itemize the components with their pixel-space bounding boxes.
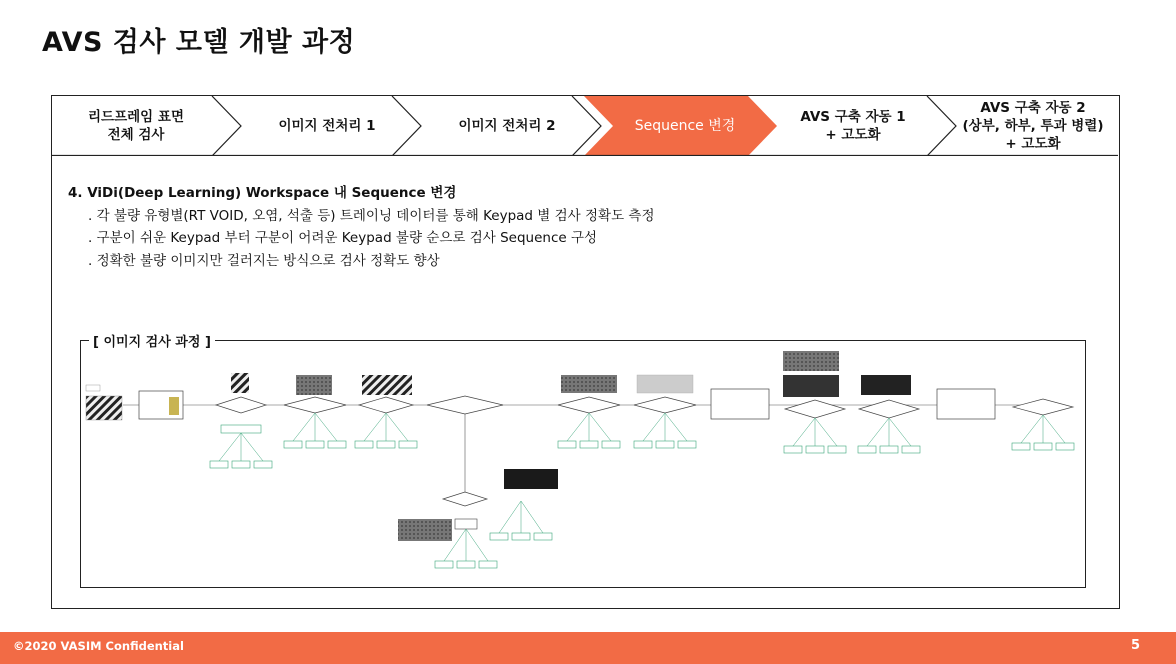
result-leaf	[784, 446, 802, 453]
result-leaf	[479, 561, 497, 568]
description-bullet: . 각 불량 유형별(RT VOID, 오염, 석출 등) 트레이닝 데이터를 통해 Keypad 별 검사 정확도 측정	[88, 207, 655, 224]
step-5	[777, 96, 929, 156]
result-leaf	[534, 533, 552, 540]
leaf-connector	[589, 413, 611, 441]
leaf-connector	[867, 418, 889, 446]
result-leaf	[1034, 443, 1052, 450]
result-leaf	[284, 441, 302, 448]
decision-diamond	[359, 397, 413, 413]
thumb	[398, 519, 452, 541]
leaf-connector	[293, 413, 315, 441]
step-2	[242, 96, 412, 156]
step-label-text: Sequence 변경	[634, 118, 736, 134]
leaf-connector	[1021, 415, 1043, 443]
result-leaf	[457, 561, 475, 568]
leaf-connector	[889, 418, 911, 446]
result-leaf	[399, 441, 417, 448]
result-leaf	[254, 461, 272, 468]
result-leaf	[328, 441, 346, 448]
step-label-text: AVS 구축 자동 1 + 고도화	[800, 109, 906, 143]
decision-diamond	[427, 396, 503, 414]
description-bullet: . 정확한 불량 이미지만 걸러지는 방식으로 검사 정확도 향상	[88, 252, 440, 269]
process-box-3	[937, 389, 995, 419]
leaf-connector	[499, 501, 521, 533]
result-leaf	[678, 441, 696, 448]
step-6	[947, 96, 1119, 156]
result-leaf	[306, 441, 324, 448]
step-label-text: 리드프레임 표면 전체 검사	[88, 109, 184, 143]
thumb	[362, 375, 412, 395]
result-leaf	[580, 441, 598, 448]
thumb	[637, 375, 693, 393]
result-leaf	[1056, 443, 1074, 450]
thumb	[504, 469, 558, 489]
process-box-1	[139, 391, 183, 419]
description-bullet: . 구분이 쉬운 Keypad 부터 구분이 어려운 Keypad 불량 순으로 검사 Sequence 구성	[88, 230, 598, 246]
thumb	[296, 375, 332, 395]
step-label-text: AVS 구축 자동 2 (상부, 하부, 투과 병렬) + 고도화	[962, 100, 1104, 152]
leaf-connector	[793, 418, 815, 446]
decision-diamond	[443, 492, 487, 506]
step-label-text: 이미지 전처리 1	[278, 118, 376, 134]
page-title: AVS 검사 모델 개발 과정	[42, 27, 356, 58]
leaf-connector	[1043, 415, 1065, 443]
result-leaf	[1012, 443, 1030, 450]
decision-diamond	[1013, 399, 1073, 415]
decision-diamond	[634, 397, 696, 413]
inspection-process-label: [ 이미지 검사 과정 ]	[89, 331, 215, 350]
leaf-connector	[567, 413, 589, 441]
inspection-flow-diagram	[81, 341, 1084, 586]
leaf-connector	[521, 501, 543, 533]
thumb	[783, 351, 839, 371]
result-leaf	[602, 441, 620, 448]
thumb	[231, 373, 249, 393]
leaf-connector	[466, 529, 488, 561]
result-leaf	[232, 461, 250, 468]
leaf-connector	[643, 413, 665, 441]
leaf-connector	[219, 433, 241, 461]
footer-bar	[0, 632, 1176, 664]
decision-diamond	[216, 397, 266, 413]
result-leaf	[828, 446, 846, 453]
content-frame	[51, 95, 1120, 609]
leaf-connector	[386, 413, 408, 441]
thumb	[561, 375, 617, 393]
result-leaf	[902, 446, 920, 453]
process-box-2	[711, 389, 769, 419]
step-4	[600, 96, 770, 156]
result-leaf	[634, 441, 652, 448]
result-leaf	[377, 441, 395, 448]
leaf-connector	[665, 413, 687, 441]
result-leaf	[806, 446, 824, 453]
leaf-connector	[815, 418, 837, 446]
leaf-connector	[315, 413, 337, 441]
inspection-process-box	[80, 335, 1086, 588]
result-leaf	[656, 441, 674, 448]
result-leaf	[435, 561, 453, 568]
page-number: 5	[1130, 638, 1140, 653]
result-leaf	[210, 461, 228, 468]
leaf-connector	[364, 413, 386, 441]
process-box-4	[455, 519, 477, 529]
step-1	[52, 96, 220, 156]
result-leaf	[355, 441, 373, 448]
result-leaf	[490, 533, 508, 540]
process-steps	[52, 96, 1118, 156]
description-heading: 4. ViDi(Deep Learning) Workspace 내 Sequence 변경	[68, 185, 457, 201]
result-leaf	[221, 425, 261, 433]
decision-diamond	[859, 400, 919, 418]
decision-diamond	[785, 400, 845, 418]
decision-diamond	[558, 397, 620, 413]
result-leaf	[512, 533, 530, 540]
result-leaf	[558, 441, 576, 448]
result-leaves	[210, 413, 1074, 568]
thumb	[861, 375, 911, 395]
step-3	[422, 96, 592, 156]
result-leaf	[880, 446, 898, 453]
decision-diamond	[284, 397, 346, 413]
thumb	[783, 375, 839, 397]
result-leaf	[858, 446, 876, 453]
copyright-text: ©2020 VASIM Confidential	[13, 639, 184, 653]
start-image	[86, 385, 122, 420]
leaf-connector	[241, 433, 263, 461]
step-label-text: 이미지 전처리 2	[458, 118, 556, 134]
description	[68, 182, 655, 272]
